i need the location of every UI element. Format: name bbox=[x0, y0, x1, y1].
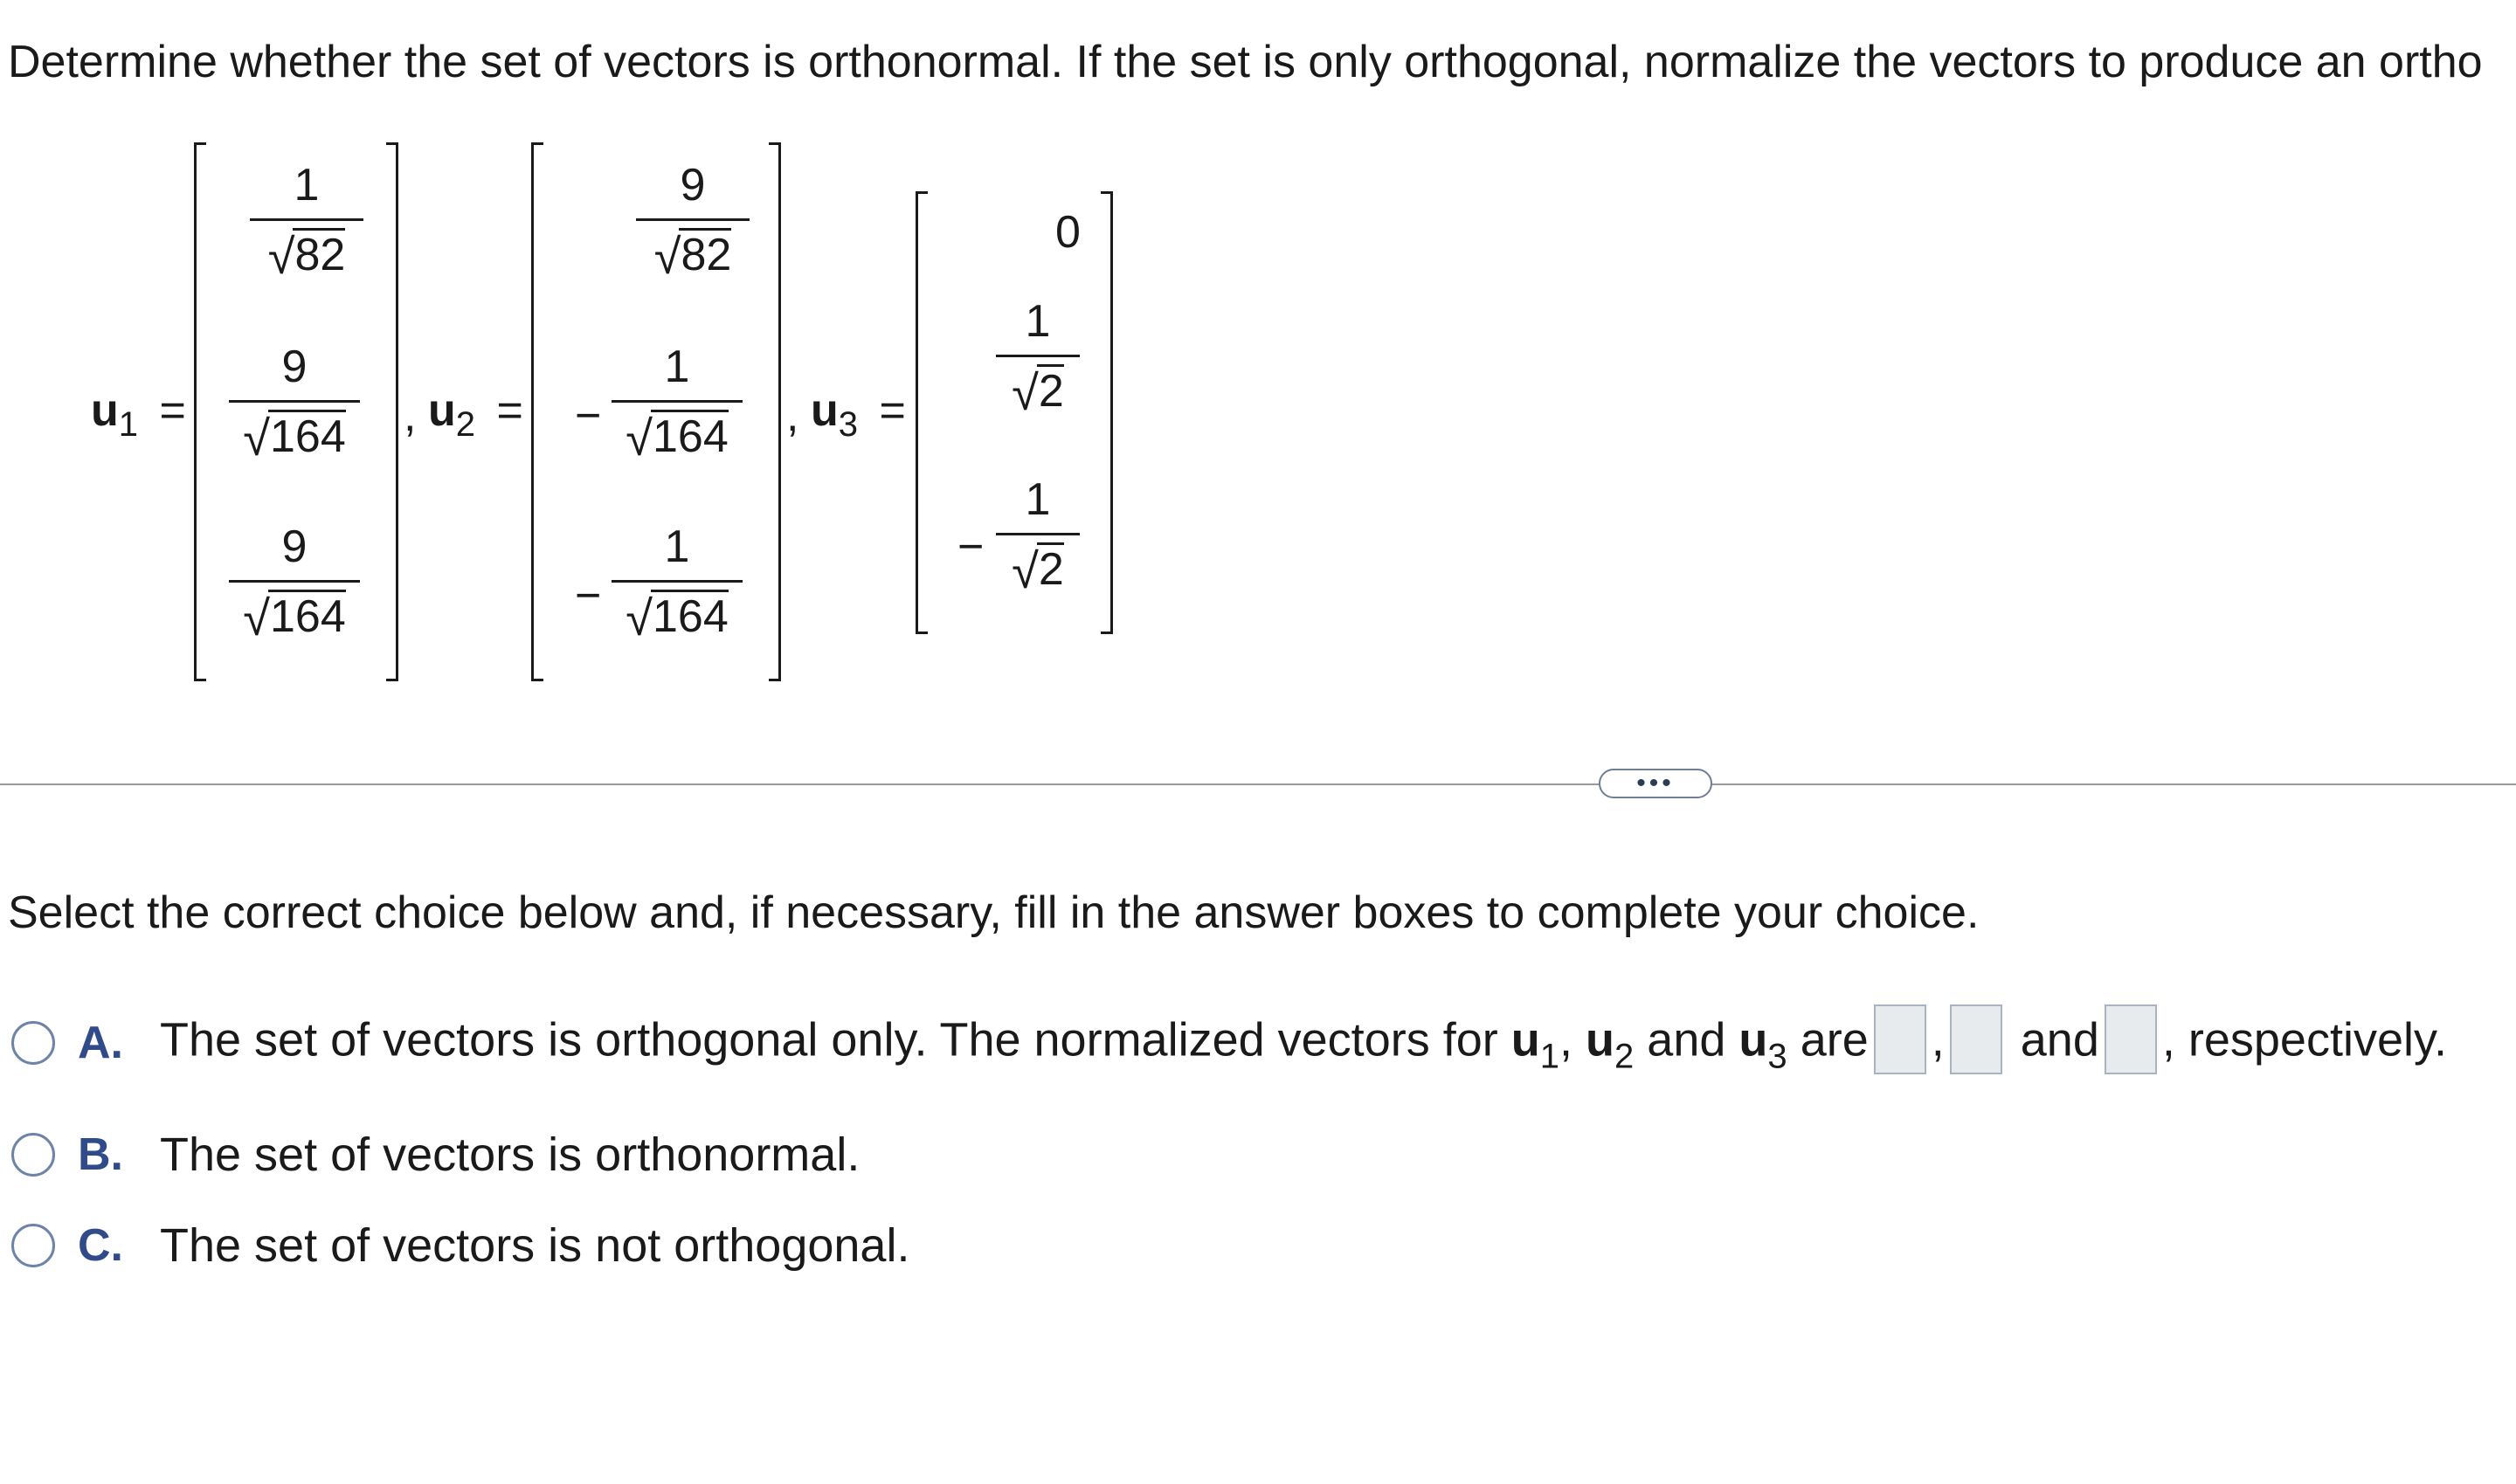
u2-entry-2-numerator: 1 bbox=[664, 342, 690, 392]
u1-comma: , bbox=[404, 390, 417, 441]
u2-entry-1-numerator: 9 bbox=[680, 160, 706, 211]
sqrt-symbol: √ bbox=[653, 229, 681, 284]
u3-subscript: 3 bbox=[838, 405, 859, 444]
choice-a-and-2: and bbox=[2020, 1013, 2099, 1066]
u3-symbol: u bbox=[811, 385, 839, 436]
u3-right-bracket bbox=[1101, 191, 1113, 634]
u2-entry-3-numerator: 1 bbox=[664, 521, 690, 572]
u2-entry-1 bbox=[636, 160, 750, 284]
u2-entry-3-radicand: 164 bbox=[652, 591, 729, 642]
u2-entry-3-denominator bbox=[626, 583, 729, 645]
choice-b-text: The set of vectors is orthonormal. bbox=[160, 1129, 861, 1181]
u1-entry-1-radicand: 82 bbox=[294, 230, 346, 280]
sqrt-symbol: √ bbox=[626, 590, 653, 645]
choice-a-text-main: The set of vectors is orthogonal only. The normalized vectors for bbox=[160, 1013, 1498, 1066]
choice-a-text bbox=[160, 1008, 2447, 1078]
answer-box-u3[interactable] bbox=[2105, 1004, 2157, 1074]
u1-entry-3-radicand: 164 bbox=[269, 591, 346, 642]
u1-entry-2-numerator: 9 bbox=[281, 342, 308, 392]
sqrt-symbol: √ bbox=[267, 229, 295, 284]
u1-symbol: u bbox=[91, 385, 119, 436]
u1-entry-2-radicand: 164 bbox=[269, 411, 346, 462]
u3-left-bracket bbox=[916, 191, 928, 634]
choice-a-u3-symbol: u bbox=[1738, 1013, 1768, 1066]
u1-subscript: 1 bbox=[118, 405, 139, 444]
u3-entry-3-denominator bbox=[1012, 535, 1064, 598]
u2-entry-2-radicand: 164 bbox=[652, 411, 729, 462]
u3-entry-2 bbox=[996, 296, 1080, 420]
choice-a-and-1: and bbox=[1647, 1013, 1726, 1066]
sqrt-symbol: √ bbox=[243, 590, 270, 645]
sqrt-symbol: √ bbox=[243, 411, 270, 466]
choice-a-comma-2: , bbox=[1931, 1013, 1945, 1066]
u1-entry-1-denominator bbox=[267, 221, 346, 284]
u2-entry-1-radicand: 82 bbox=[681, 230, 732, 280]
u1-entry-3-numerator: 9 bbox=[281, 521, 308, 572]
choice-b[interactable] bbox=[0, 1120, 860, 1190]
choice-b-letter: B. bbox=[78, 1129, 123, 1180]
u3-entry-1: 0 bbox=[1055, 207, 1081, 258]
choice-a-respectively: , respectively. bbox=[2161, 1013, 2447, 1066]
u1-entry-3-denominator bbox=[243, 583, 346, 645]
choice-c-radio[interactable] bbox=[11, 1224, 55, 1267]
u3-equals: = bbox=[879, 385, 906, 436]
choice-a-letter: A. bbox=[78, 1018, 123, 1068]
choice-a-comma-1: , bbox=[1559, 1013, 1573, 1066]
u1-left-bracket bbox=[194, 142, 206, 681]
sqrt-symbol: √ bbox=[1012, 365, 1039, 420]
u2-right-bracket bbox=[769, 142, 781, 681]
u1-entry-1 bbox=[250, 160, 363, 284]
choice-a-are: are bbox=[1800, 1013, 1869, 1066]
u2-label bbox=[428, 384, 523, 451]
u3-entry-3-sign: − bbox=[957, 521, 985, 572]
answer-box-u2[interactable] bbox=[1950, 1004, 2002, 1074]
u1-entry-2-denominator bbox=[243, 403, 346, 466]
u2-equals: = bbox=[496, 385, 523, 436]
section-divider bbox=[0, 783, 2516, 785]
u1-equals: = bbox=[159, 385, 186, 436]
u3-entry-3-radicand: 2 bbox=[1038, 544, 1064, 595]
choice-c-letter: C. bbox=[78, 1220, 123, 1271]
u2-entry-1-denominator bbox=[653, 221, 732, 284]
u1-entry-2 bbox=[229, 342, 360, 466]
u1-entry-1-numerator: 1 bbox=[294, 160, 320, 211]
u2-entry-3 bbox=[612, 521, 743, 645]
u3-entry-2-denominator bbox=[1012, 357, 1064, 420]
instruction-text: Select the correct choice below and, if necessary, fill in the answer boxes to complete your choice. bbox=[8, 887, 1980, 938]
u2-left-bracket bbox=[531, 142, 543, 681]
u2-comma: , bbox=[786, 390, 799, 441]
u2-entry-2 bbox=[612, 342, 743, 466]
choice-b-radio[interactable] bbox=[11, 1133, 55, 1177]
question-text: Determine whether the set of vectors is orthonormal. If the set is only orthogonal, normalize the vectors to produce an ortho bbox=[8, 37, 2483, 87]
choice-a-u1-symbol: u bbox=[1510, 1013, 1540, 1066]
u1-entry-3 bbox=[229, 521, 360, 645]
choice-a-u2-subscript: 2 bbox=[1614, 1037, 1635, 1076]
u3-entry-3 bbox=[996, 474, 1080, 598]
answer-box-u1[interactable] bbox=[1874, 1004, 1926, 1074]
u3-entry-2-numerator: 1 bbox=[1025, 296, 1051, 347]
u2-symbol: u bbox=[428, 385, 456, 436]
choice-a-u3-subscript: 3 bbox=[1767, 1037, 1787, 1076]
u3-entry-2-radicand: 2 bbox=[1038, 366, 1064, 417]
choice-a-radio[interactable] bbox=[11, 1021, 55, 1065]
u1-label bbox=[91, 384, 186, 451]
choice-a[interactable] bbox=[0, 1008, 2447, 1078]
choice-a-u2-symbol: u bbox=[1586, 1013, 1615, 1066]
u2-subscript: 2 bbox=[455, 405, 476, 444]
sqrt-symbol: √ bbox=[1012, 543, 1039, 598]
u2-entry-2-sign: − bbox=[575, 390, 602, 441]
u2-entry-3-sign: − bbox=[575, 570, 602, 621]
u3-label bbox=[811, 384, 906, 451]
expand-more-button[interactable]: ••• bbox=[1599, 769, 1712, 798]
u2-entry-2-denominator bbox=[626, 403, 729, 466]
u3-entry-3-numerator: 1 bbox=[1025, 474, 1051, 525]
choice-c-text: The set of vectors is not orthogonal. bbox=[160, 1219, 910, 1272]
choice-a-u1-subscript: 1 bbox=[1539, 1037, 1559, 1076]
sqrt-symbol: √ bbox=[626, 411, 653, 466]
choice-c[interactable] bbox=[0, 1211, 909, 1280]
u1-right-bracket bbox=[386, 142, 398, 681]
